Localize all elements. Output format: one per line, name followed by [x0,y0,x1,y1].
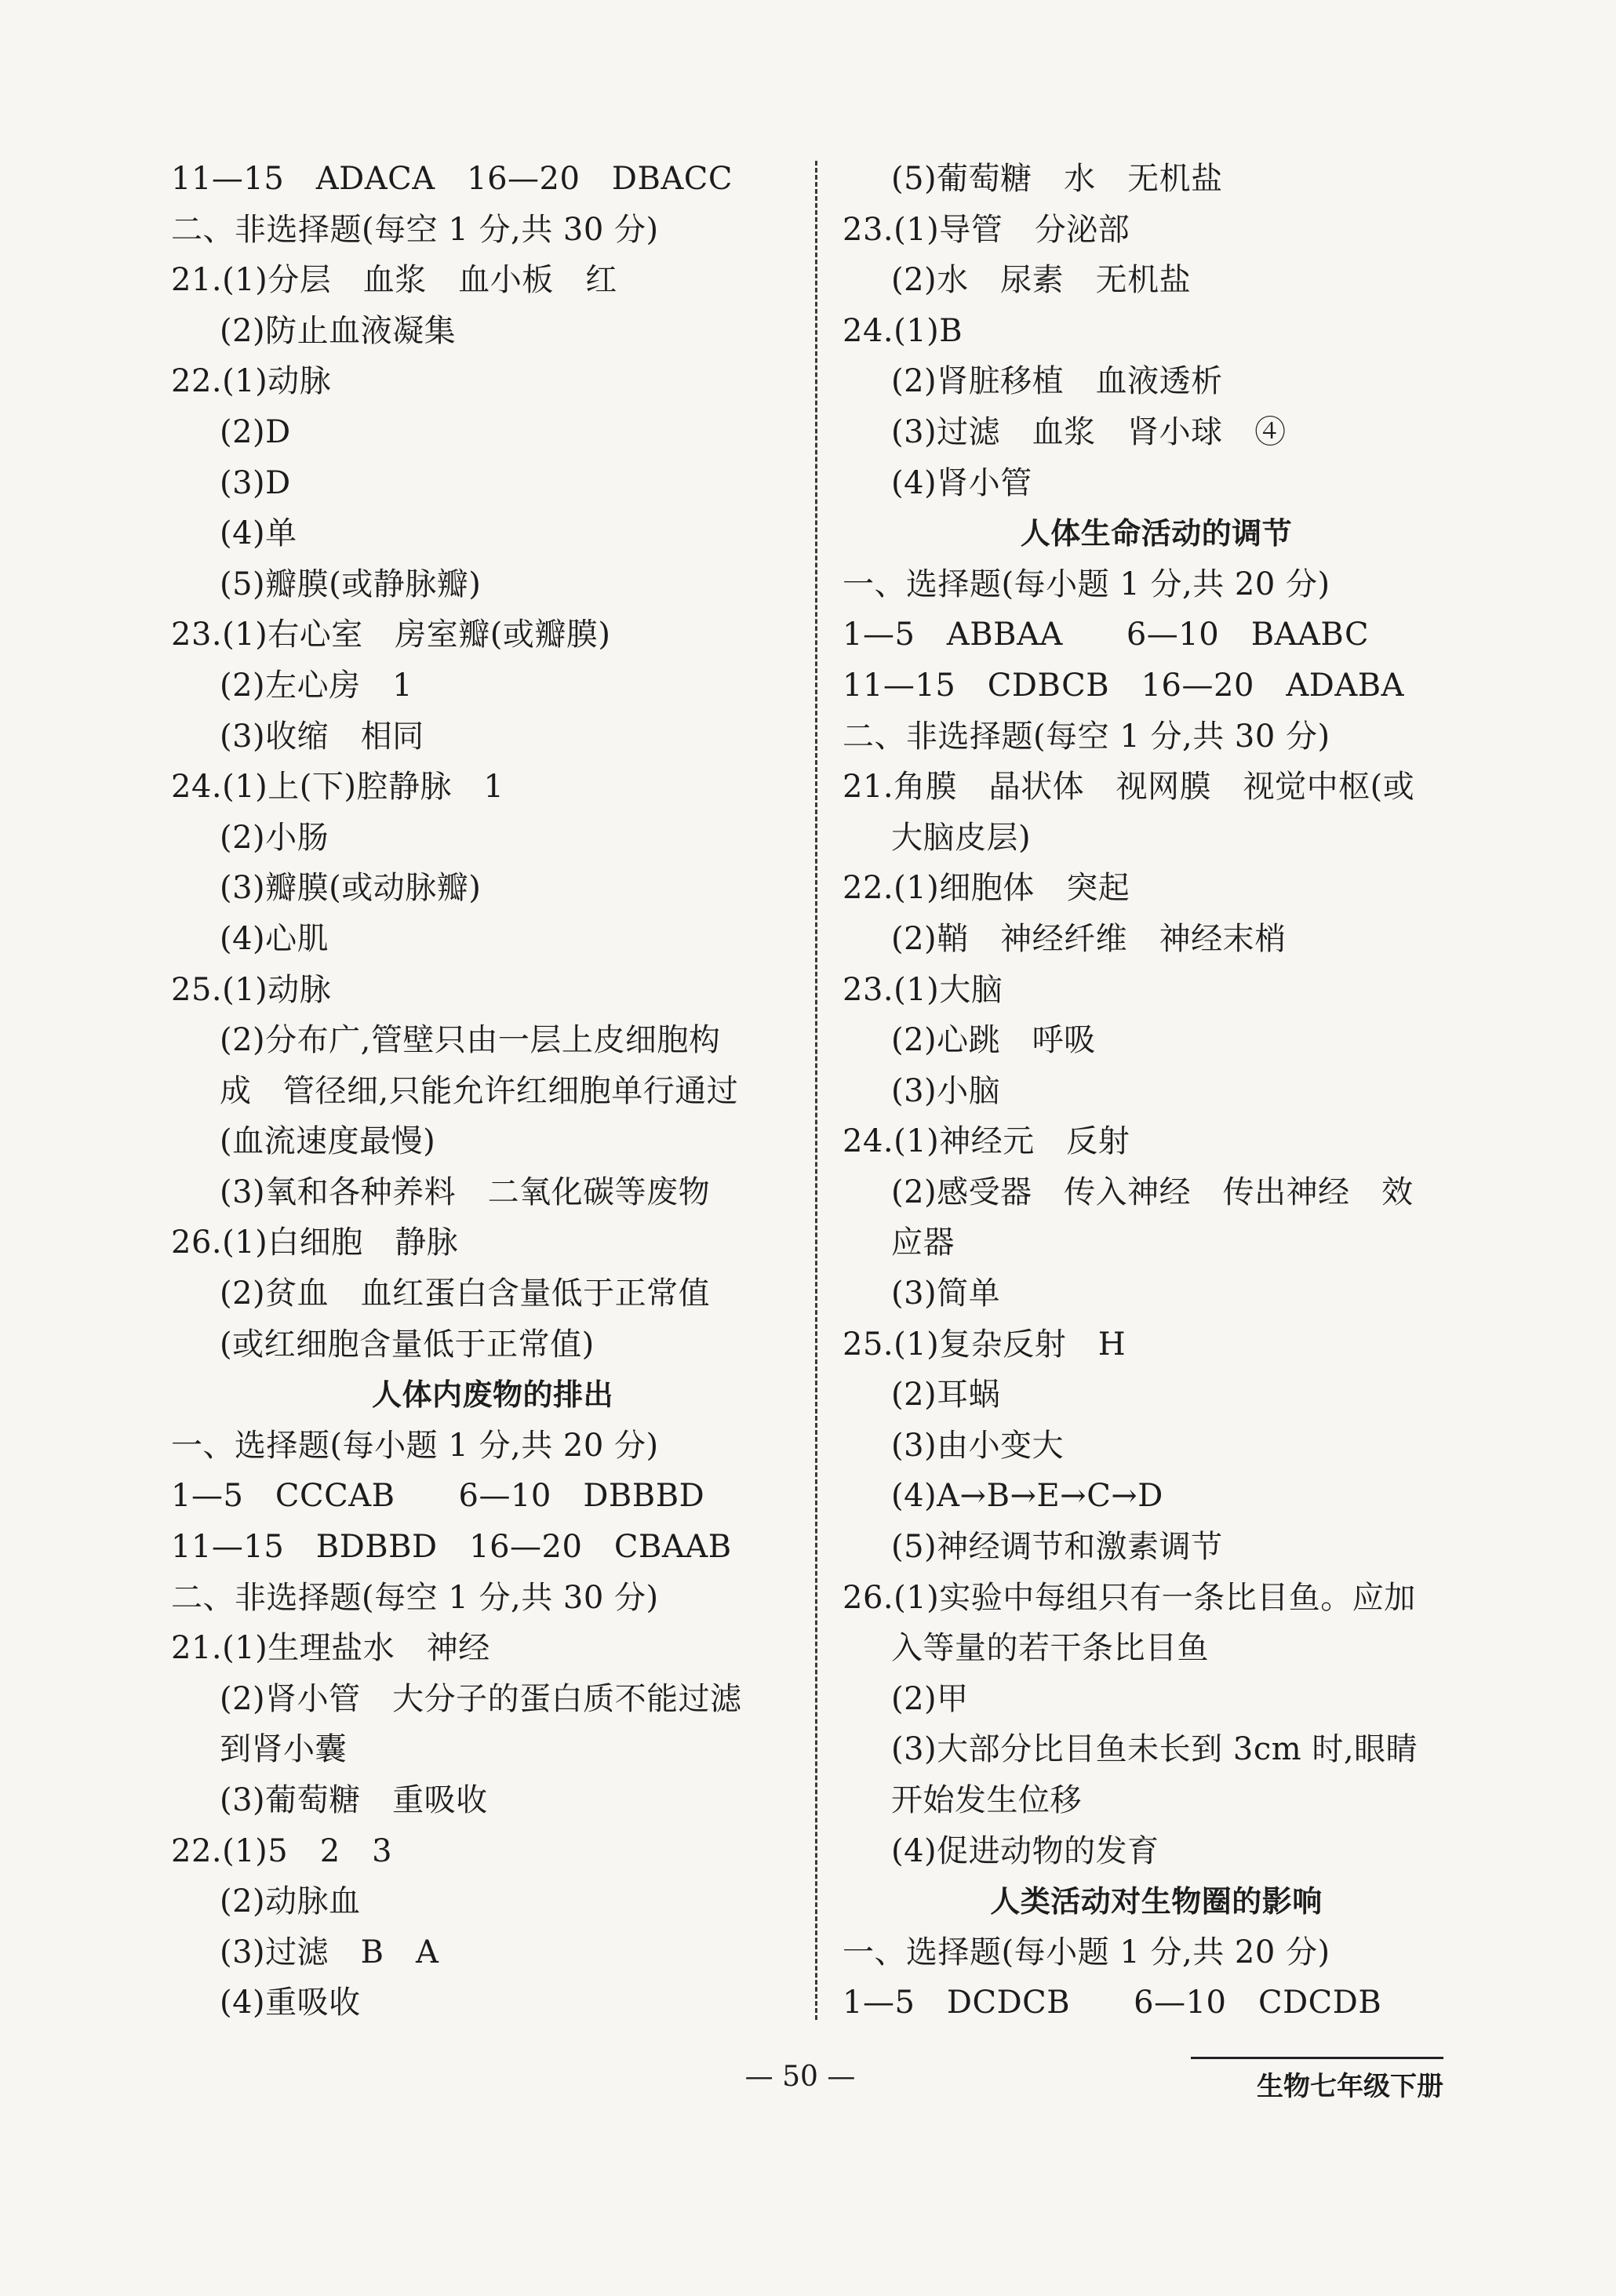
text-line: (3)氧和各种养料 二氧化碳等废物 [220,1173,711,1210]
text-line: (5)瓣膜(或静脉瓣) [220,566,482,602]
text-line: 一、选择题(每小题 1 分,共 20 分) [843,566,1330,602]
text-line: (4)肾小管 [891,464,1032,501]
text-line: (2)D [220,413,291,450]
text-line: (3)瓣膜(或动脉瓣) [220,870,482,907]
text-line: 26.(1)实验中每组只有一条比目鱼。应加 [843,1579,1416,1616]
text-line: (5)葡萄糖 水 无机盐 [891,161,1223,197]
text-line: 24.(1)神经元 反射 [843,1123,1130,1160]
text-line: 23.(1)导管 分泌部 [843,211,1130,248]
text-line: (2)感受器 传入神经 传出神经 效 [891,1173,1414,1210]
text-line: (3)大部分比目鱼未长到 3cm 时,眼睛 [891,1731,1418,1768]
text-line: 22.(1)5 2 3 [171,1832,393,1869]
text-line: (血流速度最慢) [220,1123,436,1160]
text-line: (3)过滤 B A [220,1934,439,1970]
text-line: (3)过滤 血浆 肾小球 ④ [891,413,1287,450]
text-line: 25.(1)复杂反射 H [843,1326,1126,1363]
text-line: 开始发生位移 [891,1782,1082,1818]
text-line: (2)贫血 血红蛋白含量低于正常值 [220,1275,711,1312]
text-line: 二、非选择题(每空 1 分,共 30 分) [171,1579,659,1616]
text-line: (4)A→B→E→C→D [891,1478,1163,1515]
text-line: (3)D [220,464,291,501]
left-column [171,154,814,2029]
text-line: (2)心跳 呼吸 [891,1022,1096,1059]
text-line: 一、选择题(每小题 1 分,共 20 分) [171,1427,659,1464]
text-line: (2)鞘 神经纤维 神经末梢 [891,920,1287,957]
text-line: (2)水 尿素 无机盐 [891,262,1192,299]
text-line: 大脑皮层) [891,819,1032,856]
text-line: 23.(1)右心室 房室瓣(或瓣膜) [171,617,611,653]
text-line: (4)促进动物的发育 [891,1832,1159,1869]
text-line: 21.(1)生理盐水 神经 [171,1630,490,1667]
text-line: (3)葡萄糖 重吸收 [220,1782,488,1818]
text-line: (4)重吸收 [220,1985,361,2021]
text-line: 26.(1)白细胞 静脉 [171,1224,459,1261]
section-heading: 人体生命活动的调节 [1020,516,1293,551]
text-line: 成 管径细,只能允许红细胞单行通过 [220,1072,739,1109]
text-line: 到肾小囊 [220,1731,347,1768]
right-column [843,154,1470,2029]
text-line: 24.(1)上(下)腔静脉 1 [171,769,504,806]
text-line: 11—15 ADACA 16—20 DBACC [171,161,733,197]
text-line: 24.(1)B [843,312,963,349]
text-line: (5)神经调节和激素调节 [891,1529,1223,1566]
text-line: 入等量的若干条比目鱼 [891,1630,1209,1667]
text-line: (2)肾脏移植 血液透析 [891,363,1223,400]
text-line: (3)由小变大 [891,1427,1065,1464]
text-line: (3)小脑 [891,1072,1001,1109]
text-line: 一、选择题(每小题 1 分,共 20 分) [843,1934,1330,1970]
text-line: 二、非选择题(每空 1 分,共 30 分) [171,211,659,248]
text-line: 22.(1)动脉 [171,363,332,400]
text-line: 1—5 DCDCB 6—10 CDCDB [843,1985,1382,2021]
text-line: (2)小肠 [220,819,329,856]
column-divider [815,161,817,2020]
text-line: 23.(1)大脑 [843,971,1003,1008]
text-line: 25.(1)动脉 [171,971,332,1008]
text-line: 21.角膜 晶状体 视网膜 视觉中枢(或 [843,769,1415,806]
text-line: 21.(1)分层 血浆 血小板 红 [171,262,617,299]
book-title: 生物七年级下册 [1257,2071,1443,2102]
text-line: 应器 [891,1224,955,1261]
text-line: 1—5 ABBAA 6—10 BAABC [843,617,1370,653]
text-line: (或红细胞含量低于正常值) [220,1326,595,1363]
page-number: — 50 — [744,2061,856,2093]
footer-rule [1191,2057,1443,2059]
text-line: 11—15 BDBBD 16—20 CBAAB [171,1529,732,1566]
text-line: (2)甲 [891,1680,969,1717]
text-line: (3)简单 [891,1275,1001,1312]
section-heading: 人体内废物的排出 [371,1377,613,1413]
text-line: (4)心肌 [220,920,329,957]
text-line: (2)左心房 1 [220,667,413,704]
section-heading: 人类活动对生物圈的影响 [990,1884,1323,1919]
text-line: 1—5 CCCAB 6—10 DBBBD [171,1478,705,1515]
text-line: (2)耳蜗 [891,1377,1001,1414]
text-line: (2)分布广,管壁只由一层上皮细胞构 [220,1022,721,1059]
text-line: (2)动脉血 [220,1883,361,1920]
text-line: (3)收缩 相同 [220,718,424,755]
text-line: 22.(1)细胞体 突起 [843,870,1130,907]
text-line: 11—15 CDBCB 16—20 ADABA [843,667,1405,704]
text-line: (2)肾小管 大分子的蛋白质不能过滤 [220,1680,742,1717]
text-line: 二、非选择题(每空 1 分,共 30 分) [843,718,1330,755]
text-line: (4)单 [220,515,297,552]
text-line: (2)防止血液凝集 [220,312,457,349]
